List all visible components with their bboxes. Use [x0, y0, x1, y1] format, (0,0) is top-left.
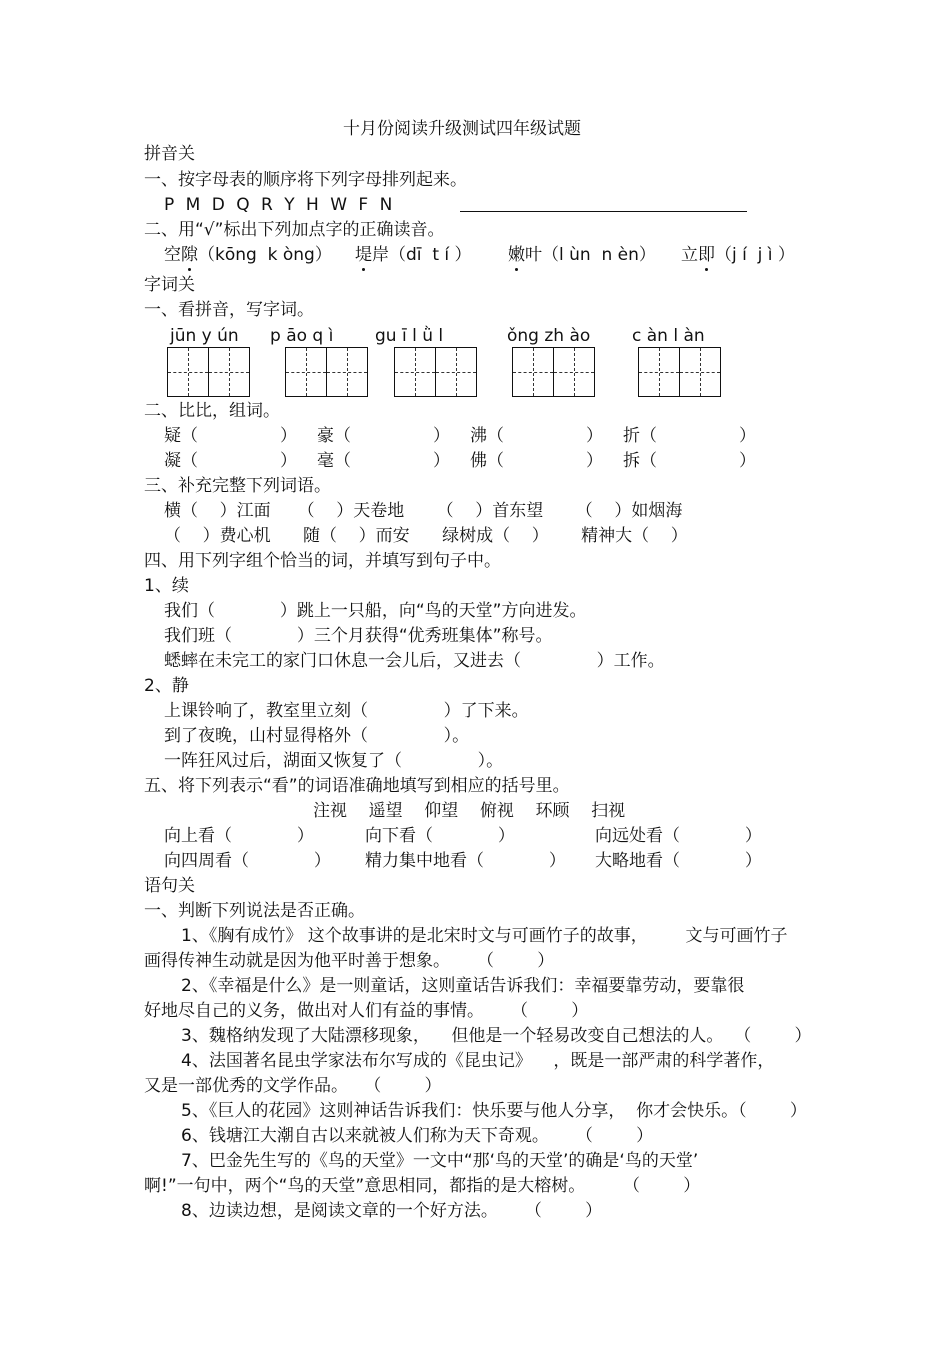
- look-item: 向远处看（ ）: [595, 826, 762, 846]
- writing-grid-1[interactable]: [167, 347, 248, 397]
- pinyin-word-3: gu ī l ǜ l: [375, 326, 444, 346]
- dotted-char: 堤: [355, 245, 372, 265]
- judge-item-4: 4、法国著名昆虫学家法布尔写成的《昆虫记》 ，既是一部严肃的科学著作，: [181, 1051, 775, 1071]
- reading-item-3: 嫩叶（l ùn n èn）: [508, 245, 656, 265]
- writing-grid-3[interactable]: [394, 347, 475, 397]
- question-readings: 二、用“√”标出下列加点字的正确读音。: [144, 220, 445, 240]
- judge-item-7: 7、巴金先生写的《鸟的天堂》一文中“那‘鸟的天堂’的确是‘鸟的天堂’: [181, 1151, 699, 1171]
- bracket-close: ）: [586, 426, 603, 446]
- sentence: 蟋蟀在未完工的家门口休息一会儿后，又进去（ ）工作。: [164, 651, 665, 671]
- look-item: 向四周看（ ）: [164, 851, 331, 871]
- judge-item-1-cont: 画得传神生动就是因为他平时善于想象。 （ ）: [144, 951, 555, 971]
- bracket-close: ）: [586, 451, 603, 471]
- reading-item-1: 空隙（kōng k òng）: [164, 245, 332, 265]
- reading-item-4: 立即（j í j ì ）: [681, 245, 795, 265]
- judge-item-7-cont: 啊!”一句中，两个“鸟的天堂”意思相同，都指的是大榕树。 （ ）: [144, 1176, 701, 1196]
- bracket-close: ）: [280, 426, 297, 446]
- dotted-char: 即: [698, 245, 715, 265]
- sentence: 到了夜晚，山村显得格外（ ）。: [164, 726, 470, 746]
- section-pinyin: 拼音关: [144, 144, 195, 164]
- judge-item-5: 5、《巨人的花园》这则神话告诉我们：快乐要与他人分享， 你才会快乐。（ ）: [181, 1101, 807, 1121]
- judge-item-3: 3、魏格纳发现了大陆漂移现象， 但他是一个轻易改变自己想法的人。 （ ）: [181, 1026, 812, 1046]
- sentence: 一阵狂风过后，湖面又恢复了（ ）。: [164, 751, 504, 771]
- pinyin-word-1: jūn y ún: [170, 326, 239, 346]
- question-compare: 二、比比，组词。: [144, 401, 280, 421]
- page-title: 十月份阅读升级测试四年级试题: [343, 119, 581, 139]
- answer-line: [460, 211, 747, 212]
- bracket-close: ）: [280, 451, 297, 471]
- dotted-char: 隙: [181, 245, 198, 265]
- word-heading-2: 2、静: [144, 676, 189, 696]
- word-heading-1: 1、续: [144, 576, 189, 596]
- look-item: 向下看（ ）: [365, 826, 515, 846]
- bracket-close: ）: [433, 451, 450, 471]
- judge-item-6: 6、钱塘江大潮自古以来就被人们称为天下奇观。 （ ）: [181, 1126, 654, 1146]
- idioms-row-1: 横（ ）江面 （ ）天卷地 （ ）首东望 （ ）如烟海: [164, 501, 683, 521]
- judge-item-1: 1、《胸有成竹》 这个故事讲的是北宋时文与可画竹子的故事， 文与可画竹子: [181, 926, 788, 946]
- section-yuju: 语句关: [144, 876, 195, 896]
- sentence: 我们班（ ）三个月获得“优秀班集体”称号。: [164, 626, 553, 646]
- bracket-close: ）: [739, 451, 756, 471]
- reading-item-2: 堤岸（dī t í ）: [355, 245, 472, 265]
- judge-item-2: 2、《幸福是什么》是一则童话，这则童话告诉我们：幸福要靠劳动，要靠很: [181, 976, 745, 996]
- judge-item-8: 8、边读边想，是阅读文章的一个好方法。 （ ）: [181, 1201, 603, 1221]
- compare-item: 豪（: [317, 426, 351, 446]
- compare-item: 拆（: [623, 451, 657, 471]
- compare-item: 疑（: [164, 426, 198, 446]
- look-item: 向上看（ ）: [164, 826, 314, 846]
- dotted-char: 嫩: [508, 245, 525, 265]
- question-alphabet: 一、按字母表的顺序将下列字母排列起来。: [144, 170, 467, 190]
- bracket-close: ）: [739, 426, 756, 446]
- compare-item: 佛（: [470, 451, 504, 471]
- writing-grid-2[interactable]: [285, 347, 366, 397]
- pinyin-word-4: ǒng zh ào: [507, 326, 591, 346]
- sentence: 我们（ ）跳上一只船，向“鸟的天堂”方向进发。: [164, 601, 587, 621]
- compare-item: 毫（: [317, 451, 351, 471]
- question-idioms: 三、补充完整下列词语。: [144, 476, 331, 496]
- bracket-close: ）: [433, 426, 450, 446]
- compare-item: 凝（: [164, 451, 198, 471]
- question-write-words: 一、看拼音，写字词。: [144, 300, 314, 320]
- question-judge: 一、判断下列说法是否正确。: [144, 901, 365, 921]
- look-word-bank: 注视 遥望 仰望 俯视 环顾 扫视: [313, 801, 626, 821]
- writing-grid-5[interactable]: [638, 347, 719, 397]
- question-look-words: 五、将下列表示“看”的词语准确地填写到相应的括号里。: [144, 776, 570, 796]
- compare-item: 沸（: [470, 426, 504, 446]
- compare-item: 折（: [623, 426, 657, 446]
- look-item: 大略地看（ ）: [595, 851, 762, 871]
- section-ciyu: 字词关: [144, 275, 195, 295]
- letters-list: P M D Q R Y H W F N: [164, 195, 396, 215]
- pinyin-word-2: p āo q ì: [270, 326, 334, 346]
- idioms-row-2: （ ）费心机 随（ ）而安 绿树成（ ） 精神大（ ）: [164, 526, 688, 546]
- sentence: 上课铃响了，教室里立刻（ ）了下来。: [164, 701, 529, 721]
- judge-item-4-cont: 又是一部优秀的文学作品。 （ ）: [144, 1076, 442, 1096]
- judge-item-2-cont: 好地尽自己的义务，做出对人们有益的事情。 （ ）: [144, 1001, 589, 1021]
- question-fill-sentences: 四、用下列字组个恰当的词，并填写到句子中。: [144, 551, 501, 571]
- pinyin-word-5: c àn l àn: [632, 326, 705, 346]
- look-item: 精力集中地看（ ）: [365, 851, 566, 871]
- writing-grid-4[interactable]: [512, 347, 593, 397]
